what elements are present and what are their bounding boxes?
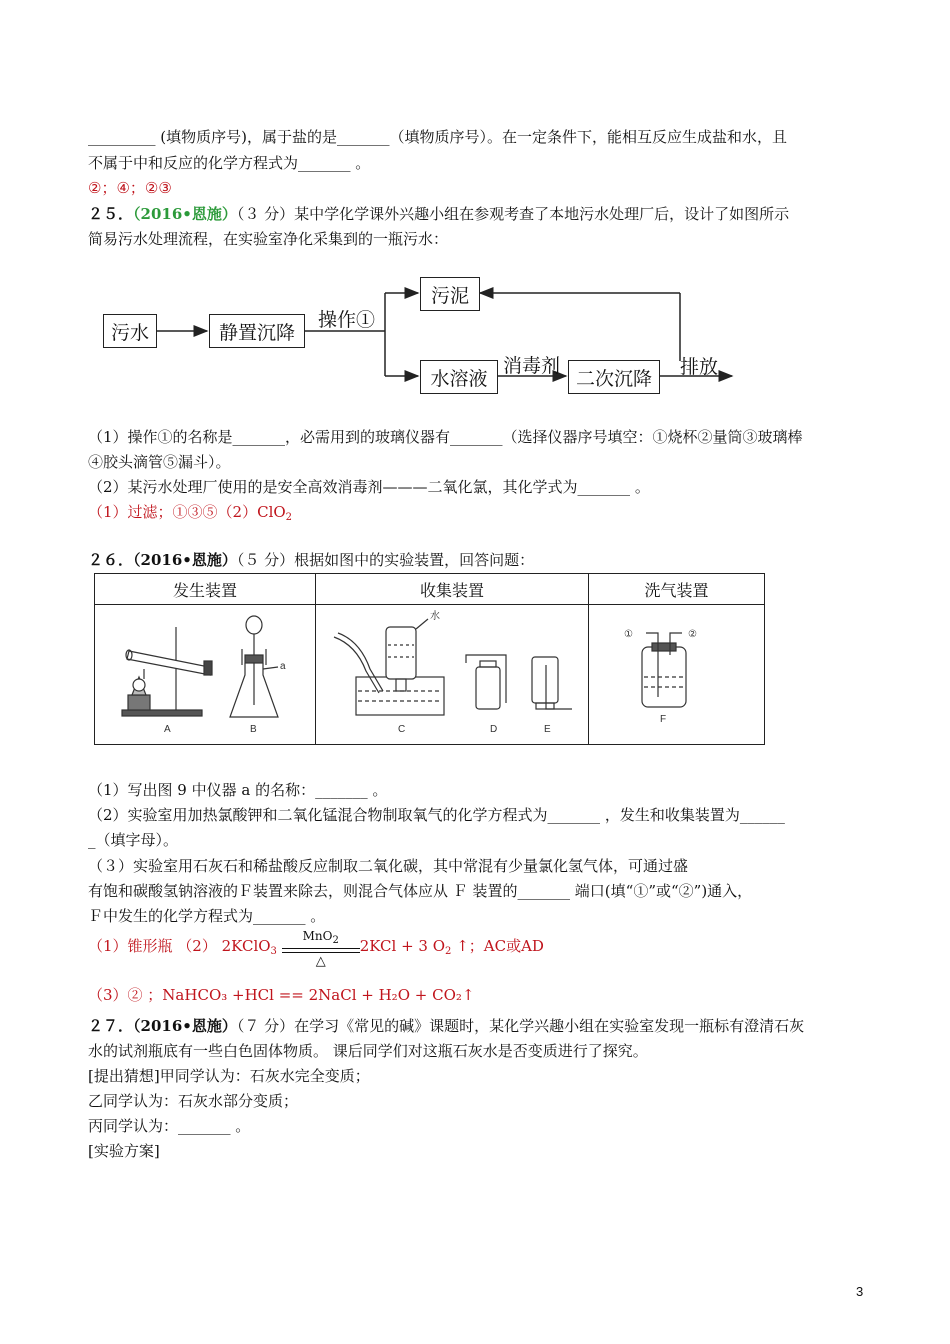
q24-line2: 不属于中和反应的化学方程式为_______ 。	[88, 154, 371, 172]
q26-stem	[88, 550, 534, 570]
flow-box-sewage: 污水	[103, 314, 157, 348]
apparatus-A	[122, 627, 212, 716]
q27-plan: [实验方案]	[88, 1142, 160, 1160]
q26-answer1-pre: （1）锥形瓶 （2） 2KClO	[88, 937, 271, 955]
q25-answer: （1）过滤；①③⑤（2）ClO$_2$	[88, 503, 293, 523]
q27-bing: 丙同学认为：_______ 。	[88, 1117, 251, 1135]
label-B: B	[250, 724, 257, 735]
q26-answer1-tail: ↑；AC或AD	[451, 937, 544, 955]
flow-label-discharge: 排放	[680, 356, 719, 378]
catalyst-label: MnO	[302, 928, 333, 943]
q26-source: （2016•恩施）	[133, 551, 237, 569]
q26-sub3-line2: 有饱和碳酸氢钠溶液的Ｆ装置来除去，则混合气体应从 Ｆ 装置的_______ 端口(填“①”或“②”)通入，	[88, 882, 753, 900]
apparatus-B	[230, 616, 278, 717]
flow-label-disinfectant: 消毒剂	[503, 355, 561, 377]
q27-stem-line1	[88, 1016, 804, 1036]
flow-label-operation: 操作①	[318, 309, 376, 331]
flow-box-water-solution: 水溶液	[420, 360, 498, 394]
q27-stem-line2: 水的试剂瓶底有一些白色固体物质。 课后同学们对这瓶石灰水是否变质进行了探究。	[88, 1042, 648, 1060]
apparatus-drawings	[94, 605, 766, 745]
q26-sub2-line1: （2）实验室用加热氯酸钾和二氧化锰混合物制取氧气的化学方程式为_______ ，发生和收集装置为______	[88, 806, 785, 824]
q25-answer-text: （1）过滤；①③⑤（2）ClO	[88, 503, 286, 521]
q25-sub1-line2: ④胶头滴管⑤漏斗）。	[88, 453, 231, 471]
q27-number: ２７．	[88, 1017, 134, 1035]
q26-answer1-post: 2KCl + 3 O	[359, 937, 446, 955]
equation-condition: MnO$_2$ △	[282, 942, 360, 953]
q25-number: ２５．	[88, 205, 134, 223]
label-port2: ②	[688, 629, 697, 640]
heat-symbol: △	[315, 953, 326, 969]
q26-sub3-line1: （３）实验室用石灰石和稀盐酸反应制取二氧化碳，其中常混有少量氯化氢气体，可通过盛	[88, 857, 689, 875]
q25-text1: （３ 分）某中学化学课外兴趣小组在参观考查了本地污水处理厂后，设计了如图所示	[236, 205, 790, 223]
q26-number: ２６．	[88, 551, 134, 569]
apparatus-C	[334, 619, 444, 715]
q26-sub2-line2: _（填字母）。	[88, 831, 179, 849]
q26-sub3-line3: Ｆ中发生的化学方程式为_______ 。	[88, 907, 326, 925]
q26-sub1: （1）写出图 9 中仪器 a 的名称：_______ 。	[88, 781, 388, 799]
flow-box-settle: 静置沉降	[209, 314, 305, 348]
apparatus-D	[466, 655, 506, 709]
q24-line1: _________ (填物质序号)，属于盐的是_______（填物质序号）。在一定条件下，能相互反应生成盐和水，且	[88, 128, 787, 146]
q26-answer1: （1）锥形瓶 （2） 2KClO$_3$ MnO$_2$ △ 2KCl + 3 $O_2$ ↑；AC或AD	[88, 936, 544, 962]
q25-sub2: （2）某污水处理厂使用的是安全高效消毒剂———二氧化氯，其化学式为_______ 。	[88, 478, 650, 496]
q25-stem-line2: 简易污水处理流程，在实验室净化采集到的一瓶污水：	[88, 230, 449, 248]
page-number: 3	[856, 1284, 864, 1299]
header-generation: 发生装置	[95, 574, 316, 605]
q26-text: （５ 分）根据如图中的实验装置，回答问题：	[236, 551, 535, 569]
q27-text1: （７ 分）在学习《常见的碱》课题时，某化学兴趣小组在实验室发现一瓶标有澄清石灰	[236, 1017, 805, 1035]
label-E: E	[544, 724, 551, 735]
apparatus-E	[532, 657, 572, 709]
header-collection: 收集装置	[316, 574, 589, 605]
header-washing: 洗气装置	[589, 574, 765, 605]
q25-source: （2016•恩施）	[133, 205, 237, 223]
q27-yi: 乙同学认为：石灰水部分变质；	[88, 1092, 299, 1110]
q25-sub1-line1: （1）操作①的名称是_______，必需用到的玻璃仪器有_______（选择仪器序号填空：①烧杯②量筒③玻璃棒	[88, 428, 803, 446]
label-C: C	[398, 724, 406, 735]
label-D: D	[490, 724, 498, 735]
apparatus-F	[642, 633, 686, 707]
label-F: F	[660, 714, 667, 725]
flow-box-sludge: 污泥	[420, 277, 480, 311]
q27-hypothesis: [提出猜想]甲同学认为：石灰水完全变质；	[88, 1067, 370, 1085]
label-water: 水	[430, 611, 440, 622]
label-port1: ①	[624, 629, 633, 640]
flow-box-second-settle: 二次沉降	[568, 360, 660, 394]
label-a: a	[280, 661, 286, 672]
q26-answer2: （3）② ；NaHCO₃ +HCl == 2NaCl + H₂O + CO₂↑	[88, 986, 475, 1004]
q24-answer: ②；④；②③	[88, 179, 172, 197]
label-A: A	[164, 724, 171, 735]
q27-source: （2016•恩施）	[133, 1017, 237, 1035]
